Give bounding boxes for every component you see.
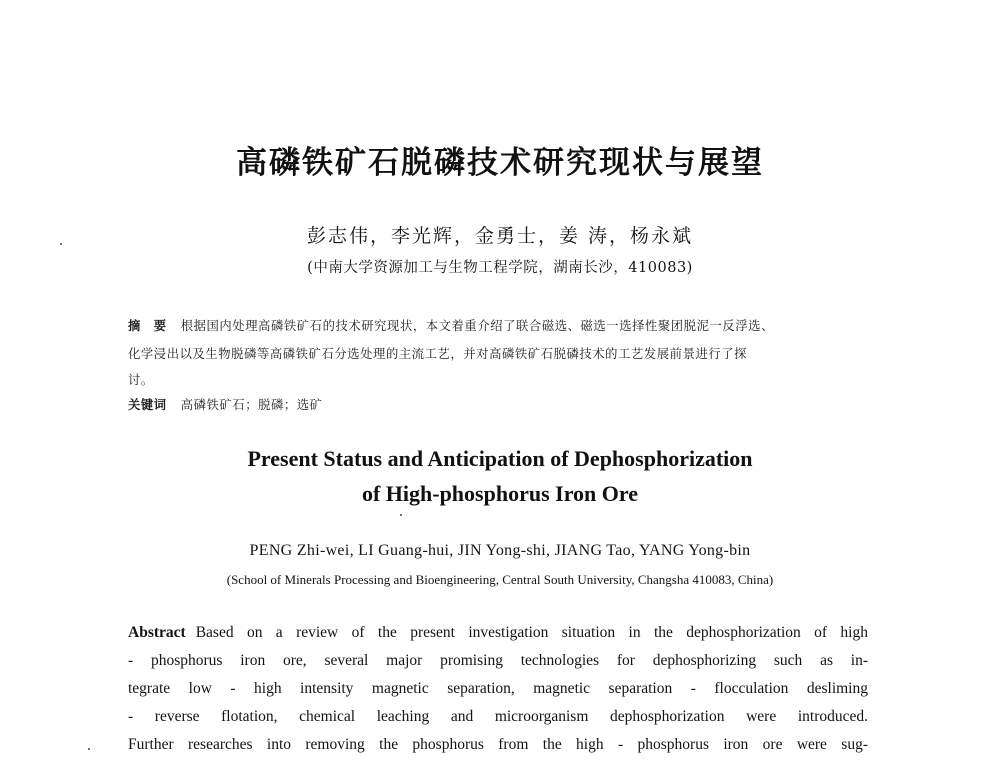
chinese-authors: 彭志伟，李光辉，金勇士，姜 涛，杨永斌 [306, 225, 694, 247]
scan-speck [88, 748, 90, 750]
chinese-affiliation: (中南大学资源加工与生物工程学院，湖南长沙，410083) [307, 260, 693, 276]
english-title-line-1: Present Status and Anticipation of Dephosphorization [247, 446, 753, 471]
chinese-abstract-line-3: 讨。 [128, 373, 154, 387]
scan-speck [400, 514, 402, 516]
english-title-line-2: of High-phosphorus Iron Ore [361, 481, 639, 506]
english-affiliation: (School of Minerals Processing and Bioengineering, Central South University, Changsha 410083, China) [226, 572, 774, 587]
chinese-keywords-label: 关键词 [128, 398, 167, 412]
chinese-title: 高磷铁矿石脱磷技术研究现状与展望 [236, 145, 764, 181]
english-abstract-line-3: tegrate low - high intensity magnetic separation, magnetic separation - flocculation desliming [128, 680, 868, 697]
english-authors: PENG Zhi-wei, LI Guang-hui, JIN Yong-shi, JIANG Tao, YANG Yong-bin [249, 542, 751, 559]
english-abstract-label: Abstract [128, 624, 186, 641]
english-abstract-line-4: - reverse flotation, chemical leaching and microorganism dephosphorization were introduced. [128, 708, 868, 725]
chinese-abstract-line-2: 化学浸出以及生物脱磷等高磷铁矿石分选处理的主流工艺，并对高磷铁矿石脱磷技术的工艺发展前景进行了探 [128, 347, 748, 361]
english-abstract-text: Based on a review of the present investigation situation in the dephosphorization of high [195, 624, 868, 641]
chinese-keywords [128, 395, 323, 413]
scan-speck [60, 243, 62, 245]
chinese-abstract-label: 摘 要 [128, 319, 167, 333]
chinese-abstract-line-1 [128, 316, 774, 334]
chinese-abstract-text: 根据国内处理高磷铁矿石的技术研究现状，本文着重介绍了联合磁选、磁选一选择性聚团脱泥一反浮选、 [180, 319, 774, 333]
english-abstract-line-2: - phosphorus iron ore, several major promising technologies for dephosphorizing such as in- [128, 652, 868, 669]
english-abstract-line-1 [128, 624, 868, 646]
english-abstract-line-5: Further researches into removing the phosphorus from the high - phosphorus iron ore were sug- [128, 736, 868, 753]
chinese-keywords-text: 高磷铁矿石；脱磷；选矿 [180, 398, 323, 412]
